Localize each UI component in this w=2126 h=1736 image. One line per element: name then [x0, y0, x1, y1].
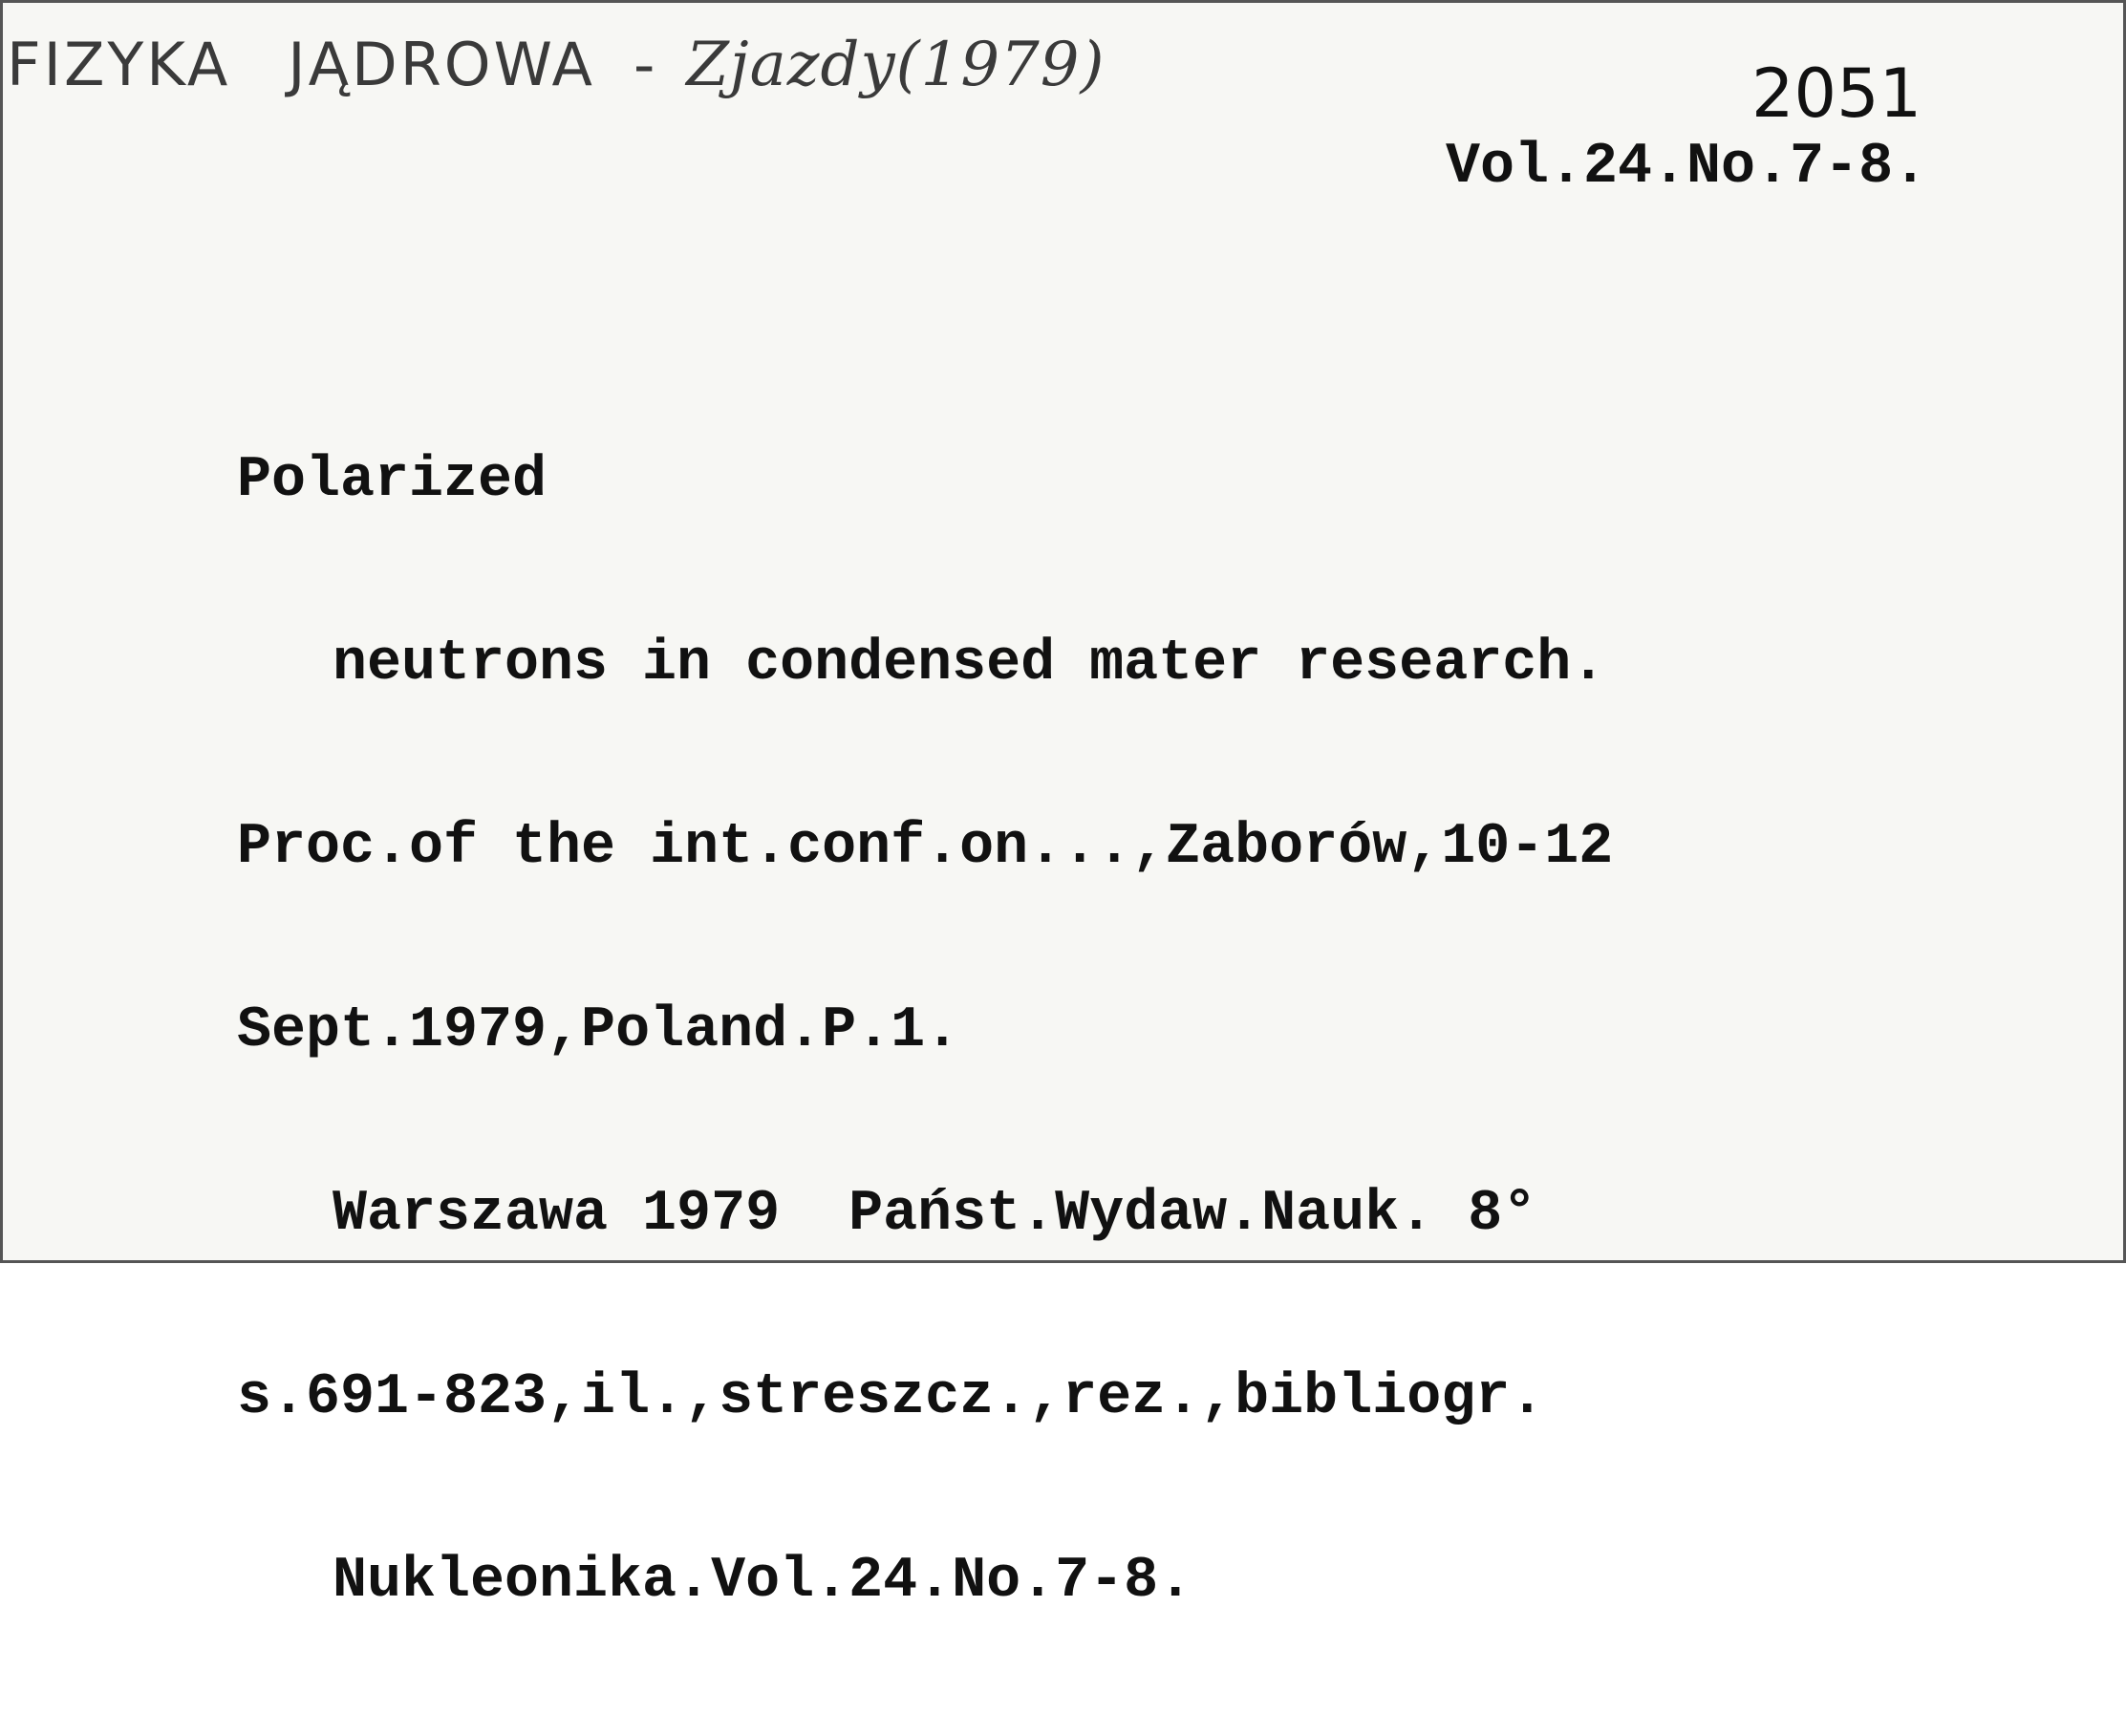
entry-line-title: Polarized: [237, 448, 548, 513]
entry-line-imprint: Warszawa 1979 Państ.Wydaw.Nauk. 8°: [333, 1182, 1537, 1247]
entry-line-collation: s.691-823,il.,streszcz.,rez.,bibliogr.: [237, 1365, 1545, 1430]
subject-heading: [7, 30, 1105, 100]
entry-line-title-cont: neutrons in condensed mater research.: [333, 632, 1606, 697]
volume-line: Vol.24.No.7-8.: [1446, 135, 1928, 200]
call-number: 2051: [1751, 54, 1922, 133]
entry-line-proceedings: Proc.of the int.conf.on...,Zaborów,10-12: [237, 815, 1614, 880]
heading-topic: JĄDROWA: [288, 30, 595, 99]
entry-line-series: Nukleonika.Vol.24.No.7-8.: [333, 1549, 1193, 1614]
heading-note: Zjazdy(1979): [686, 30, 1106, 100]
heading-subject: FIZYKA: [7, 30, 231, 99]
heading-dash: -: [633, 30, 658, 99]
entry-line-date: Sept.1979,Poland.P.1.: [237, 998, 960, 1063]
bibliographic-entry: [237, 328, 1613, 1734]
